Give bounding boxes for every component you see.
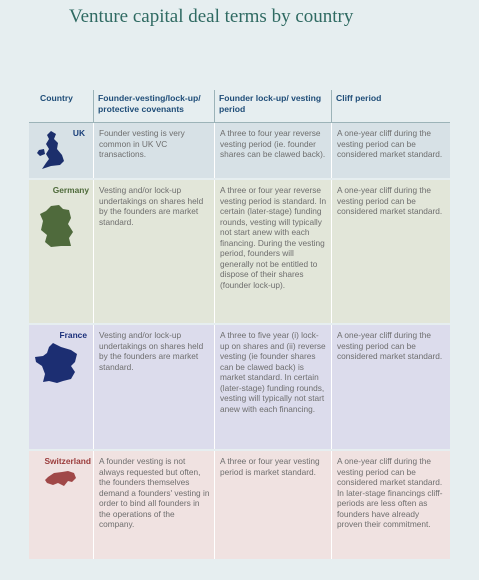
lockup-period-cell: A three to four year reverse vesting period (ie. founder shares can be clawed back). (214, 123, 331, 178)
lockup-period-cell: A three or four year vesting period is market standard. (214, 451, 331, 559)
founder-vesting-cell: Vesting and/or lock-up undertakings on shares held by the founders are market standard. (93, 180, 214, 323)
header-cliff-period: Cliff period (331, 90, 450, 122)
deal-terms-table (29, 90, 450, 559)
table-row (29, 180, 450, 325)
france-map-icon (33, 342, 79, 384)
cliff-period-cell: A one-year cliff during the vesting period can be considered market standard. (331, 180, 450, 323)
table-row (29, 451, 450, 559)
country-name: UK (72, 128, 85, 138)
switzerland-map-icon (44, 469, 78, 489)
country-cell (29, 451, 93, 559)
table-row (29, 123, 450, 180)
uk-map-icon (33, 130, 67, 170)
country-name: Germany (52, 185, 89, 195)
cliff-period-cell: A one-year cliff during the vesting period can be considered market standard. (331, 325, 450, 449)
country-cell (29, 180, 93, 323)
header-founder-vesting: Founder-vesting/lock-up/ protective covenants (93, 90, 214, 122)
founder-vesting-cell: Founder vesting is very common in UK VC transactions. (93, 123, 214, 178)
table-row (29, 325, 450, 451)
country-cell (29, 123, 93, 178)
country-cell (29, 325, 93, 449)
page-title: Venture capital deal terms by country (69, 6, 354, 27)
header-country: Country (40, 93, 73, 103)
cliff-period-cell: A one-year cliff during the vesting period can be considered market standard. (331, 123, 450, 178)
germany-map-icon (37, 204, 77, 248)
founder-vesting-cell: A founder vesting is not always requested but often, the founders themselves demand a founders' vesting in order to bind all founders in the operations of the company. (93, 451, 214, 559)
lockup-period-cell: A three or four year reverse vesting period is standard. In certain (later-stage) funding rounds, vesting will typically not start anew with each financing. During the vesting period, founders will generally not be entitled to dispose of their shares (founder lock-up). (214, 180, 331, 323)
country-name: France (59, 330, 87, 340)
header-lockup-period: Founder lock-up/ vesting period (214, 90, 331, 122)
cliff-period-cell: A one-year cliff during the vesting period can be considered market standard. In later-stage financings cliff-periods are less often as founders have already proven their commitment. (331, 451, 450, 559)
lockup-period-cell: A three to five year (i) lock-up on shares and (ii) reverse vesting (ie founder shares can be clawed back) is market standard. In certain (later-stage) funding rounds, vesting will typically not start anew with each financing. (214, 325, 331, 449)
founder-vesting-cell: Vesting and/or lock-up undertakings on shares held by the founders are market standard. (93, 325, 214, 449)
country-name: Switzerland (44, 456, 91, 466)
table-header (29, 90, 450, 123)
